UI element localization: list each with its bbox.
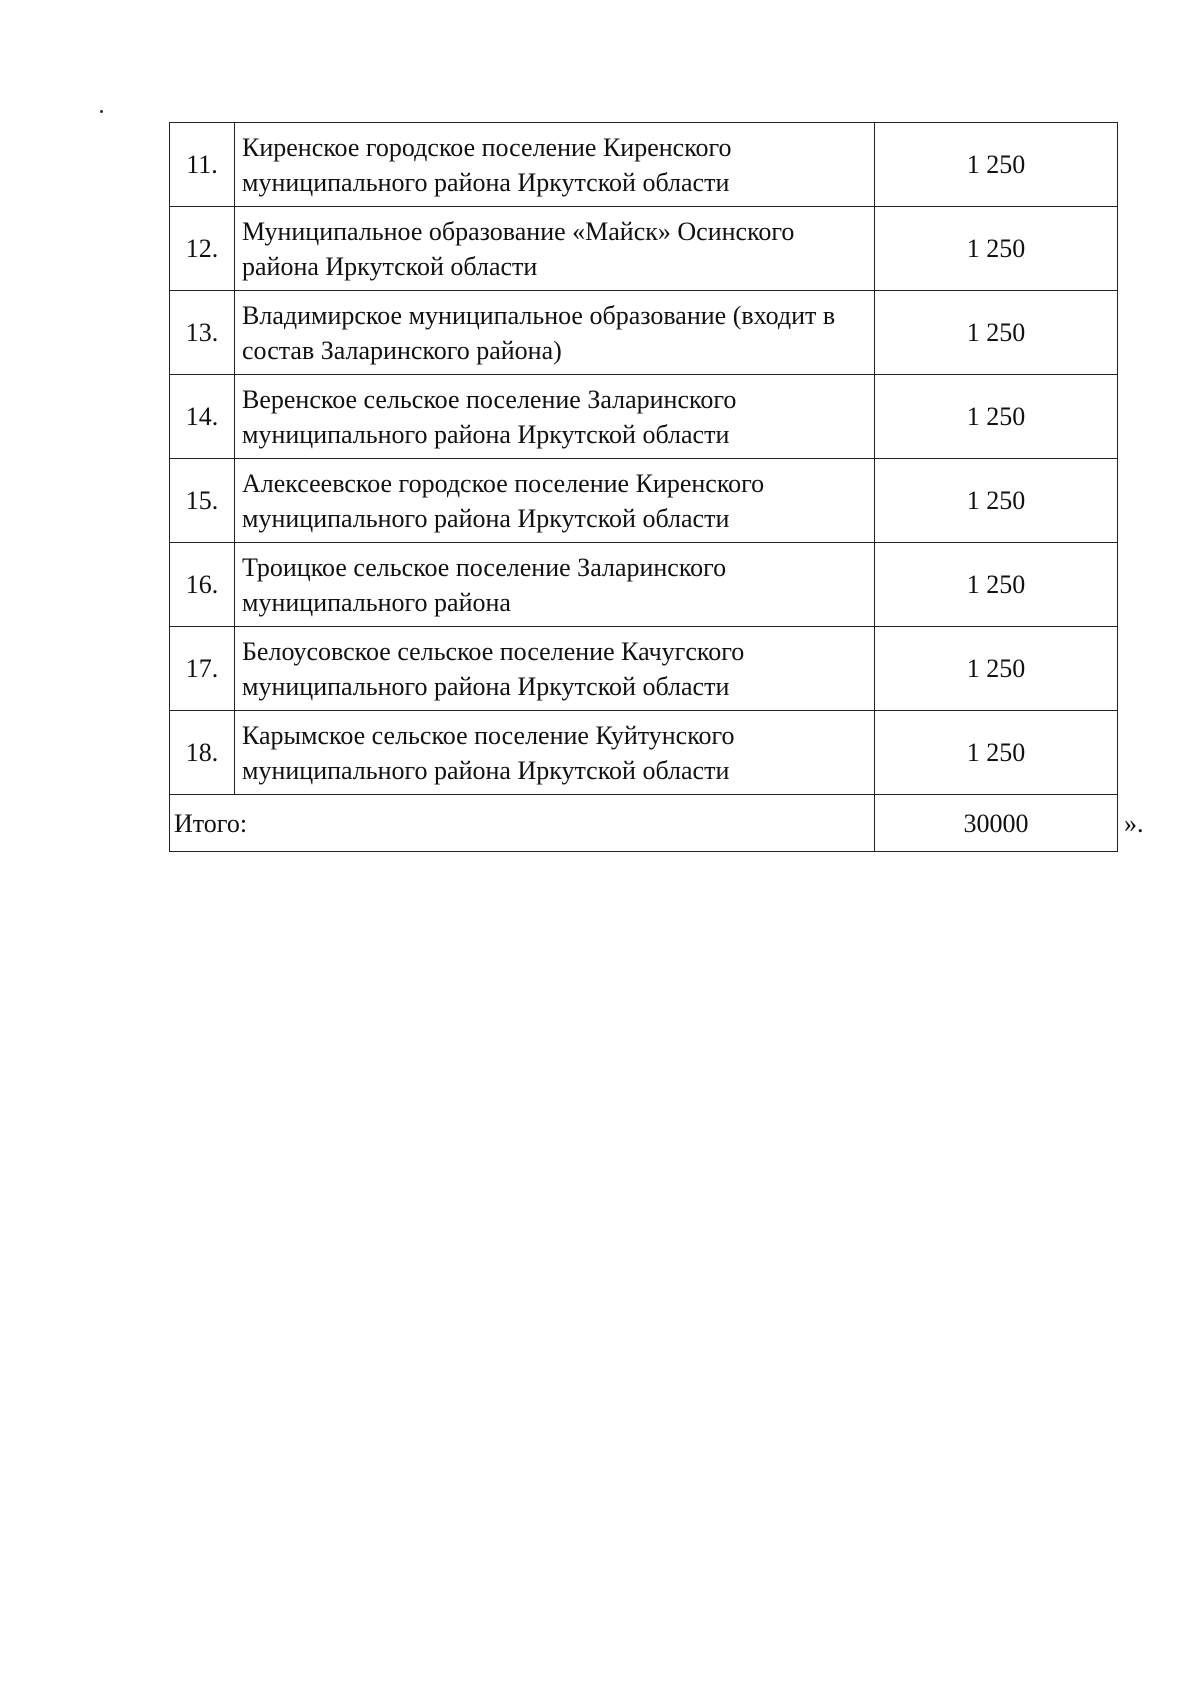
municipality-name: Киренское городское поселение Киренского муниципального района Иркутской области [235,123,875,207]
row-amount: 1 250 [875,375,1118,459]
row-amount: 1 250 [875,711,1118,795]
scan-speck [100,110,103,113]
row-amount: 1 250 [875,459,1118,543]
total-row [170,795,1118,852]
municipality-name: Карымское сельское поселение Куйтунского муниципального района Иркутской области [235,711,875,795]
table-row [170,459,1118,543]
row-amount: 1 250 [875,291,1118,375]
row-number: 16. [170,543,235,627]
row-number: 14. [170,375,235,459]
total-label: Итого: [170,795,875,852]
row-amount: 1 250 [875,627,1118,711]
row-amount: 1 250 [875,207,1118,291]
row-amount: 1 250 [875,543,1118,627]
row-number: 13. [170,291,235,375]
table-row [170,207,1118,291]
municipality-name: Троицкое сельское поселение Заларинского муниципального района [235,543,875,627]
table-row [170,375,1118,459]
municipality-name: Муниципальное образование «Майск» Осинского района Иркутской области [235,207,875,291]
row-number: 12. [170,207,235,291]
table-row [170,711,1118,795]
row-number: 17. [170,627,235,711]
table-row [170,291,1118,375]
allocation-table [169,122,1118,852]
closing-quote-mark: ». [1124,809,1144,838]
row-amount: 1 250 [875,123,1118,207]
total-amount: 30000 [875,795,1118,852]
table-row [170,543,1118,627]
table-row [170,627,1118,711]
row-number: 18. [170,711,235,795]
row-number: 11. [170,123,235,207]
table-row [170,123,1118,207]
row-number: 15. [170,459,235,543]
municipality-name: Алексеевское городское поселение Киренского муниципального района Иркутской области [235,459,875,543]
municipality-name: Белоусовское сельское поселение Качугского муниципального района Иркутской области [235,627,875,711]
municipality-name: Веренское сельское поселение Заларинского муниципального района Иркутской области [235,375,875,459]
municipality-name: Владимирское муниципальное образование (входит в состав Заларинского района) [235,291,875,375]
table-body [170,123,1118,852]
